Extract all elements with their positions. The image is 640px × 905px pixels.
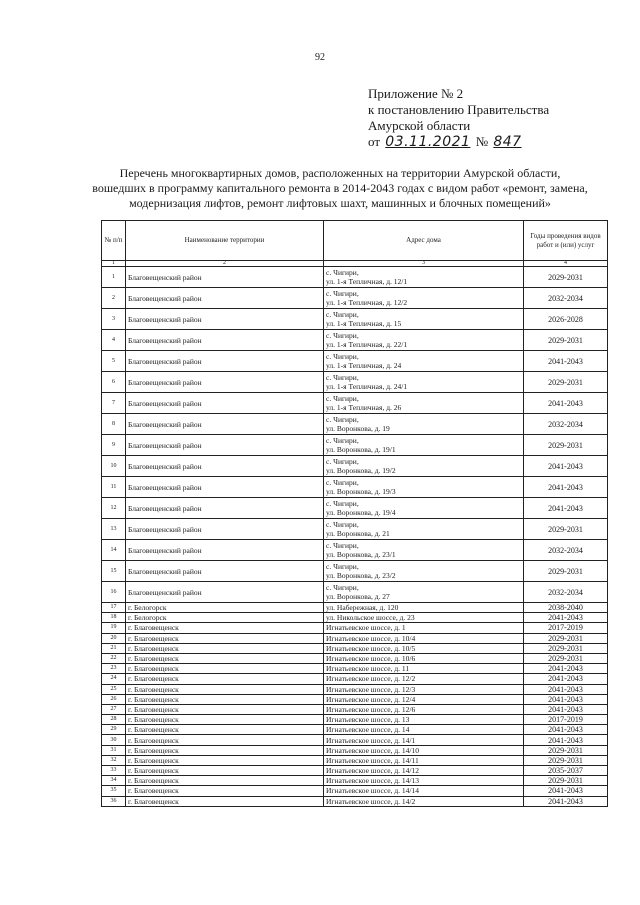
table-row — [102, 674, 608, 684]
address-line-2: ул. 1-я Тепличная, д. 12/2 — [326, 298, 408, 307]
address-line-1: с. Чигири, — [326, 562, 359, 571]
address-line-2: ул. Воронкова, д. 23/2 — [326, 571, 396, 580]
row-years: 2041-2043 — [524, 725, 608, 735]
table-row — [102, 755, 608, 765]
row-address: Игнатьевское шоссе, д. 14/10 — [324, 745, 524, 755]
address-line-1: с. Чигири, — [326, 373, 359, 382]
address-line-2: ул. Воронкова, д. 19/4 — [326, 508, 396, 517]
table-row — [102, 582, 608, 603]
row-territory: Благовещенский район — [126, 393, 324, 414]
table-row — [102, 735, 608, 745]
address-line-2: ул. 1-я Тепличная, д. 26 — [326, 403, 402, 412]
row-address: Игнатьевское шоссе, д. 10/6 — [324, 653, 524, 663]
address-line-2: ул. Воронкова, д. 21 — [326, 529, 390, 538]
row-address: Игнатьевское шоссе, д. 1 — [324, 623, 524, 633]
row-years: 2041-2043 — [524, 351, 608, 372]
title-line-1: Перечень многоквартирных домов, расположенных на территории Амурской области, — [119, 166, 561, 180]
index-4: 4 — [524, 261, 608, 267]
row-territory: Благовещенский район — [126, 414, 324, 435]
table-row — [102, 393, 608, 414]
address-line-1: с. Чигири, — [326, 478, 359, 487]
row-years: 2029-2031 — [524, 519, 608, 540]
row-territory: г. Благовещенск — [126, 755, 324, 765]
row-address — [324, 498, 524, 519]
row-number: 19 — [102, 623, 126, 633]
row-years: 2026-2028 — [524, 309, 608, 330]
address-line-1: с. Чигири, — [326, 310, 359, 319]
row-address — [324, 393, 524, 414]
row-territory: г. Белогорск — [126, 613, 324, 623]
row-years: 2041-2043 — [524, 684, 608, 694]
row-territory: г. Благовещенск — [126, 766, 324, 776]
row-years: 2029-2031 — [524, 435, 608, 456]
row-territory: г. Благовещенск — [126, 674, 324, 684]
row-address: Игнатьевское шоссе, д. 13 — [324, 715, 524, 725]
row-years: 2041-2043 — [524, 393, 608, 414]
row-years: 2041-2043 — [524, 664, 608, 674]
date-prefix: от — [368, 134, 381, 149]
table-row — [102, 456, 608, 477]
table-row — [102, 372, 608, 393]
table-row — [102, 414, 608, 435]
row-territory: г. Благовещенск — [126, 786, 324, 796]
row-number: 12 — [102, 498, 126, 519]
row-territory: г. Благовещенск — [126, 684, 324, 694]
table-row — [102, 715, 608, 725]
row-years: 2041-2043 — [524, 477, 608, 498]
row-years: 2041-2043 — [524, 674, 608, 684]
row-address — [324, 267, 524, 288]
row-years: 2041-2043 — [524, 613, 608, 623]
row-number: 24 — [102, 674, 126, 684]
row-years: 2041-2043 — [524, 786, 608, 796]
address-line-2: ул. Воронкова, д. 19/3 — [326, 487, 396, 496]
address-line-1: с. Чигири, — [326, 520, 359, 529]
row-territory: г. Благовещенск — [126, 745, 324, 755]
row-years: 2029-2031 — [524, 372, 608, 393]
row-territory: Благовещенский район — [126, 519, 324, 540]
table-row — [102, 351, 608, 372]
row-years: 2032-2034 — [524, 414, 608, 435]
row-number: 7 — [102, 393, 126, 414]
row-address — [324, 330, 524, 351]
row-number: 6 — [102, 372, 126, 393]
row-number: 1 — [102, 267, 126, 288]
table-row — [102, 561, 608, 582]
appendix-header — [368, 86, 549, 150]
table-row — [102, 288, 608, 309]
row-territory: г. Благовещенск — [126, 633, 324, 643]
address-line-1: с. Чигири, — [326, 268, 359, 277]
row-number: 18 — [102, 613, 126, 623]
row-territory: Благовещенский район — [126, 351, 324, 372]
table-row — [102, 664, 608, 674]
row-address — [324, 519, 524, 540]
address-line-2: ул. Воронкова, д. 19/2 — [326, 466, 396, 475]
row-address — [324, 582, 524, 603]
table-row — [102, 623, 608, 633]
row-years: 2041-2043 — [524, 456, 608, 477]
row-address — [324, 540, 524, 561]
row-years: 2041-2043 — [524, 704, 608, 714]
row-territory: Благовещенский район — [126, 330, 324, 351]
table-row — [102, 694, 608, 704]
row-territory: г. Благовещенск — [126, 735, 324, 745]
row-territory: Благовещенский район — [126, 498, 324, 519]
address-line-1: с. Чигири, — [326, 331, 359, 340]
address-line-2: ул. 1-я Тепличная, д. 22/1 — [326, 340, 408, 349]
row-address: Игнатьевское шоссе, д. 14/13 — [324, 776, 524, 786]
table-row — [102, 435, 608, 456]
row-number: 17 — [102, 603, 126, 613]
index-2: 2 — [126, 261, 324, 267]
address-line-1: с. Чигири, — [326, 457, 359, 466]
row-address — [324, 309, 524, 330]
row-number: 14 — [102, 540, 126, 561]
row-address — [324, 477, 524, 498]
title-line-3: модернизация лифтов, ремонт лифтовых шахт, машинных и блочных помещений» — [129, 196, 551, 210]
address-line-1: с. Чигири, — [326, 394, 359, 403]
appendix-resolution: к постановлению Правительства — [368, 102, 550, 117]
row-years: 2041-2043 — [524, 498, 608, 519]
row-territory: г. Благовещенск — [126, 796, 324, 806]
table-row — [102, 776, 608, 786]
row-years: 2029-2031 — [524, 561, 608, 582]
table-row — [102, 704, 608, 714]
row-years: 2032-2034 — [524, 582, 608, 603]
row-territory: г. Благовещенск — [126, 653, 324, 663]
address-line-1: с. Чигири, — [326, 436, 359, 445]
table-row — [102, 613, 608, 623]
row-address — [324, 561, 524, 582]
row-address — [324, 351, 524, 372]
address-line-2: ул. 1-я Тепличная, д. 12/1 — [326, 277, 408, 286]
row-years: 2029-2031 — [524, 330, 608, 351]
row-number: 31 — [102, 745, 126, 755]
row-address — [324, 372, 524, 393]
row-address: Игнатьевское шоссе, д. 12/4 — [324, 694, 524, 704]
table-row — [102, 498, 608, 519]
row-territory: Благовещенский район — [126, 267, 324, 288]
table-row — [102, 477, 608, 498]
row-years: 2038-2040 — [524, 603, 608, 613]
row-years: 2029-2031 — [524, 755, 608, 765]
row-years: 2041-2043 — [524, 796, 608, 806]
row-address — [324, 414, 524, 435]
houses-table — [101, 220, 608, 807]
row-number: 23 — [102, 664, 126, 674]
row-number: 5 — [102, 351, 126, 372]
address-line-1: с. Чигири, — [326, 541, 359, 550]
table-row — [102, 603, 608, 613]
row-territory: Благовещенский район — [126, 288, 324, 309]
table-row — [102, 519, 608, 540]
row-number: 35 — [102, 786, 126, 796]
row-years: 2032-2034 — [524, 540, 608, 561]
address-line-2: ул. 1-я Тепличная, д. 24 — [326, 361, 402, 370]
row-number: 3 — [102, 309, 126, 330]
title-line-2: вошедших в программу капитального ремонта в 2014-2043 годах с видом работ «ремонт, замена, — [92, 181, 588, 195]
row-territory: г. Благовещенск — [126, 715, 324, 725]
row-territory: Благовещенский район — [126, 582, 324, 603]
row-address — [324, 435, 524, 456]
row-number: 2 — [102, 288, 126, 309]
number-prefix: № — [475, 134, 489, 149]
row-number: 25 — [102, 684, 126, 694]
address-line-1: с. Чигири, — [326, 499, 359, 508]
row-address: Игнатьевское шоссе, д. 12/6 — [324, 704, 524, 714]
number-value: 847 — [493, 134, 522, 150]
row-address: ул. Набережная, д. 120 — [324, 603, 524, 613]
row-number: 36 — [102, 796, 126, 806]
row-territory: г. Благовещенск — [126, 664, 324, 674]
row-territory: Благовещенский район — [126, 435, 324, 456]
row-years: 2035-2037 — [524, 766, 608, 776]
row-address: Игнатьевское шоссе, д. 11 — [324, 664, 524, 674]
table-row — [102, 766, 608, 776]
row-number: 22 — [102, 653, 126, 663]
table-row — [102, 330, 608, 351]
row-address: Игнатьевское шоссе, д. 10/4 — [324, 633, 524, 643]
row-years: 2029-2031 — [524, 653, 608, 663]
address-line-2: ул. Воронкова, д. 23/1 — [326, 550, 396, 559]
table-row — [102, 633, 608, 643]
appendix-title: Приложение № 2 — [368, 86, 464, 101]
header-num: № п/п — [102, 221, 126, 261]
row-years: 2032-2034 — [524, 288, 608, 309]
row-number: 26 — [102, 694, 126, 704]
appendix-region: Амурской области — [368, 118, 471, 133]
row-address — [324, 288, 524, 309]
row-territory: г. Благовещенск — [126, 725, 324, 735]
row-number: 21 — [102, 643, 126, 653]
row-number: 30 — [102, 735, 126, 745]
row-number: 28 — [102, 715, 126, 725]
row-number: 32 — [102, 755, 126, 765]
row-number: 29 — [102, 725, 126, 735]
row-address: ул. Никольское шоссе, д. 23 — [324, 613, 524, 623]
table-row — [102, 653, 608, 663]
row-number: 15 — [102, 561, 126, 582]
appendix-date-line — [368, 134, 549, 150]
row-number: 10 — [102, 456, 126, 477]
address-line-2: ул. Воронкова, д. 19/1 — [326, 445, 396, 454]
document-title — [70, 166, 610, 211]
row-territory: Благовещенский район — [126, 456, 324, 477]
row-territory: г. Белогорск — [126, 603, 324, 613]
row-address: Игнатьевское шоссе, д. 12/2 — [324, 674, 524, 684]
row-territory: г. Благовещенск — [126, 776, 324, 786]
row-years: 2029-2031 — [524, 745, 608, 755]
row-address: Игнатьевское шоссе, д. 14/11 — [324, 755, 524, 765]
row-years: 2029-2031 — [524, 267, 608, 288]
row-address: Игнатьевское шоссе, д. 10/5 — [324, 643, 524, 653]
row-territory: Благовещенский район — [126, 561, 324, 582]
table-row — [102, 745, 608, 755]
row-number: 27 — [102, 704, 126, 714]
row-address: Игнатьевское шоссе, д. 12/3 — [324, 684, 524, 694]
row-address: Игнатьевское шоссе, д. 14 — [324, 725, 524, 735]
table-body — [102, 267, 608, 807]
address-line-1: с. Чигири, — [326, 352, 359, 361]
row-years: 2041-2043 — [524, 735, 608, 745]
row-territory: г. Благовещенск — [126, 643, 324, 653]
row-address — [324, 456, 524, 477]
address-line-2: ул. Воронкова, д. 19 — [326, 424, 390, 433]
address-line-1: с. Чигири, — [326, 289, 359, 298]
table-row — [102, 267, 608, 288]
row-territory: г. Благовещенск — [126, 694, 324, 704]
row-address: Игнатьевское шоссе, д. 14/14 — [324, 786, 524, 796]
table-row — [102, 309, 608, 330]
row-number: 9 — [102, 435, 126, 456]
address-line-2: ул. Воронкова, д. 27 — [326, 592, 390, 601]
row-address: Игнатьевское шоссе, д. 14/1 — [324, 735, 524, 745]
row-address: Игнатьевское шоссе, д. 14/2 — [324, 796, 524, 806]
row-years: 2017-2019 — [524, 623, 608, 633]
index-1: 1 — [102, 261, 126, 267]
table-row — [102, 684, 608, 694]
date-value: 03.11.2021 — [385, 134, 471, 150]
row-number: 16 — [102, 582, 126, 603]
table-row — [102, 725, 608, 735]
row-number: 8 — [102, 414, 126, 435]
row-territory: Благовещенский район — [126, 540, 324, 561]
row-number: 4 — [102, 330, 126, 351]
address-line-2: ул. 1-я Тепличная, д. 15 — [326, 319, 402, 328]
table-row — [102, 786, 608, 796]
row-years: 2041-2043 — [524, 694, 608, 704]
row-years: 2029-2031 — [524, 643, 608, 653]
table-header-row — [102, 221, 608, 261]
row-number: 13 — [102, 519, 126, 540]
page-number: 92 — [315, 52, 325, 63]
row-territory: Благовещенский район — [126, 477, 324, 498]
header-years: Годы проведения видов работ и (или) услуг — [524, 221, 608, 261]
row-number: 33 — [102, 766, 126, 776]
table-row — [102, 643, 608, 653]
address-line-1: с. Чигири, — [326, 583, 359, 592]
row-territory: г. Благовещенск — [126, 704, 324, 714]
row-years: 2029-2031 — [524, 633, 608, 643]
row-territory: Благовещенский район — [126, 309, 324, 330]
row-territory: г. Благовещенск — [126, 623, 324, 633]
row-number: 11 — [102, 477, 126, 498]
row-years: 2029-2031 — [524, 776, 608, 786]
address-line-2: ул. 1-я Тепличная, д. 24/1 — [326, 382, 408, 391]
row-number: 20 — [102, 633, 126, 643]
header-address: Адрес дома — [324, 221, 524, 261]
index-3: 3 — [324, 261, 524, 267]
header-territory: Наименование территории — [126, 221, 324, 261]
table-row — [102, 540, 608, 561]
row-years: 2017-2019 — [524, 715, 608, 725]
table-row — [102, 796, 608, 806]
row-number: 34 — [102, 776, 126, 786]
row-territory: Благовещенский район — [126, 372, 324, 393]
row-address: Игнатьевское шоссе, д. 14/12 — [324, 766, 524, 776]
address-line-1: с. Чигири, — [326, 415, 359, 424]
